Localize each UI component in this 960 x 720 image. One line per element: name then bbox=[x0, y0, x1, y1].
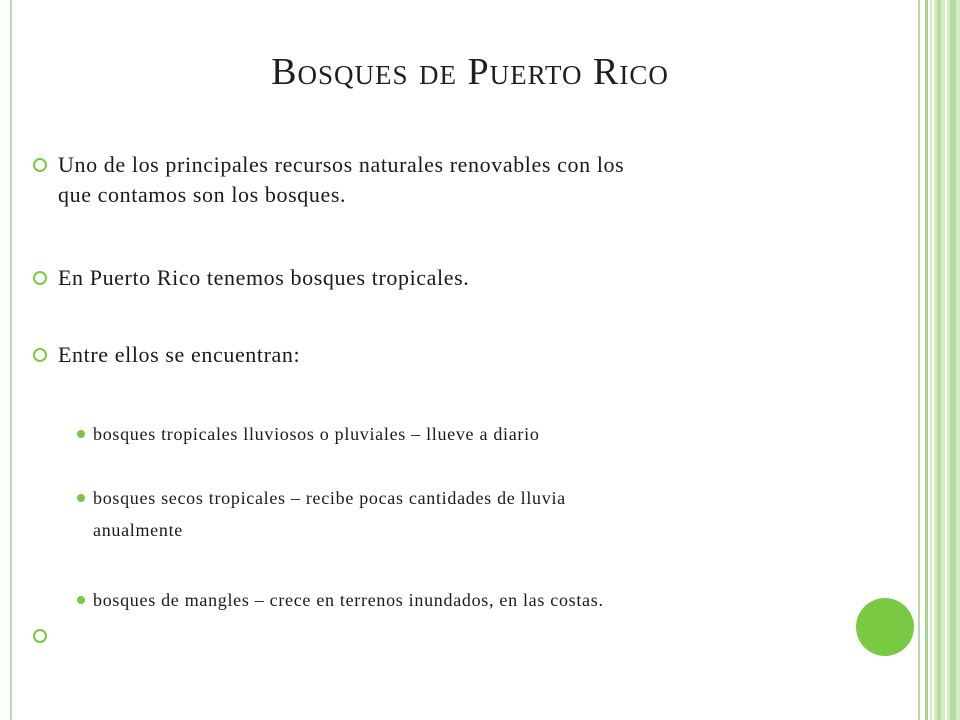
bullet-item: Entre ellos se encuentran: bbox=[58, 342, 301, 367]
hollow-bullet-icon bbox=[33, 271, 47, 285]
sub-bullet-item: bosques de mangles – crece en terrenos inundados, en las costas. bbox=[93, 590, 604, 610]
slide-title: Bosques de Puerto Rico bbox=[271, 51, 669, 93]
sub-bullet-text-line: anualmente bbox=[93, 520, 183, 540]
bullet-item: En Puerto Rico tenemos bosques tropicales. bbox=[58, 265, 470, 290]
bullet-text-line: Uno de los principales recursos naturales renovables con los bbox=[58, 152, 625, 177]
filled-bullet-icon bbox=[77, 430, 85, 438]
right-stripe-decoration bbox=[918, 0, 920, 720]
filled-bullet-icon bbox=[77, 596, 85, 604]
hollow-bullet-icon bbox=[33, 629, 47, 643]
left-border-line bbox=[10, 0, 12, 720]
right-stripe-decoration bbox=[925, 0, 928, 720]
sub-bullet-item bbox=[93, 482, 566, 546]
sub-bullet-text-line: bosques secos tropicales – recibe pocas cantidades de lluvia bbox=[93, 488, 566, 508]
bullet-item bbox=[58, 150, 624, 210]
right-stripe-decoration bbox=[932, 0, 934, 720]
sub-bullet-item: bosques tropicales lluviosos o pluviales – llueve a diario bbox=[93, 424, 540, 444]
right-stripe-decoration bbox=[950, 0, 956, 720]
filled-bullet-icon bbox=[77, 494, 85, 502]
right-stripe-decoration bbox=[937, 0, 941, 720]
hollow-bullet-icon bbox=[33, 158, 47, 172]
bullet-text-line: que contamos son los bosques. bbox=[58, 182, 347, 207]
green-circle-decoration bbox=[856, 598, 914, 656]
hollow-bullet-icon bbox=[33, 348, 47, 362]
right-stripe-decoration bbox=[945, 0, 947, 720]
